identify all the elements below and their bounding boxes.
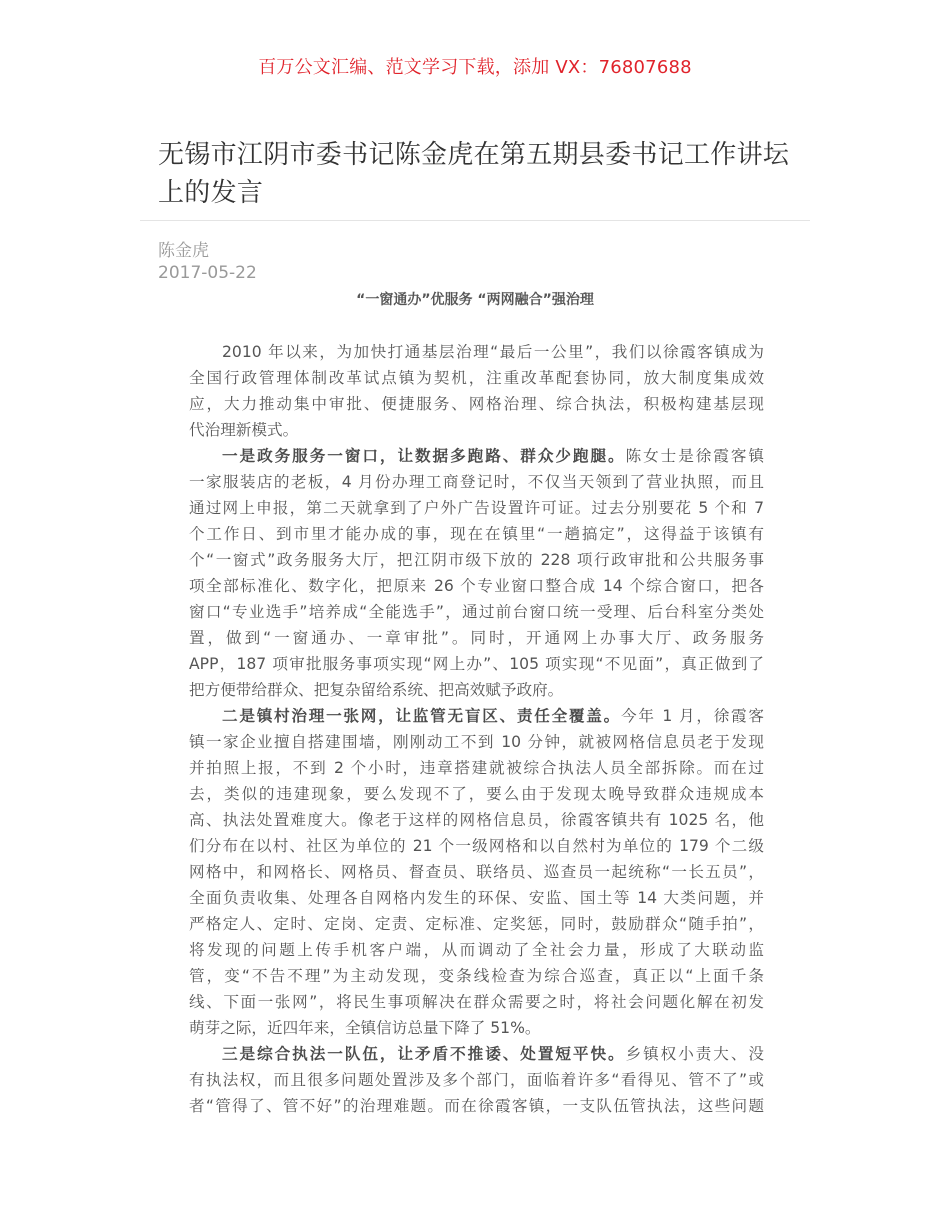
text-line: 有执法权，而且很多问题处置涉及多个部门，面临着许多“看得见、管不了”或 bbox=[189, 1071, 764, 1089]
text-line: 并拍照上报，不到 2 个小时，违章搭建就被综合执法人员全部拆除。而在过 bbox=[189, 759, 764, 777]
text-line bbox=[189, 443, 764, 469]
text-line bbox=[189, 703, 764, 729]
article-body bbox=[189, 339, 764, 1119]
paragraph-one-window bbox=[189, 443, 764, 703]
text-run: 今年 1 月，徐霞客 bbox=[620, 707, 764, 725]
text-line: 严格定人、定时、定岗、定责、定标准、定奖惩，同时，鼓励群众“随手拍”， bbox=[189, 915, 764, 933]
text-line bbox=[189, 1041, 764, 1067]
text-line: 全面负责收集、处理各自网格内发生的环保、安监、国土等 14 大类问题，并 bbox=[189, 889, 764, 907]
article-author: 陈金虎 bbox=[158, 241, 209, 261]
promo-banner: 百万公文汇编、范文学习下载，添加 VX：76807688 bbox=[258, 57, 692, 78]
title-line-1: 无锡市江阴市委书记陈金虎在第五期县委书记工作讲坛 bbox=[158, 140, 790, 170]
text-line: 全国行政管理体制改革试点镇为契机，注重改革配套协同，放大制度集成效 bbox=[189, 369, 764, 387]
text-line: 一家服装店的老板，4 月份办理工商登记时，不仅当天领到了营业执照，而且 bbox=[189, 473, 764, 491]
text-line: 将发现的问题上传手机客户端，从而调动了全社会力量，形成了大联动监 bbox=[189, 941, 764, 959]
title-divider bbox=[140, 220, 810, 221]
text-line: 2010 年以来，为加快打通基层治理“最后一公里”，我们以徐霞客镇成为 bbox=[222, 343, 764, 361]
text-line: 线、下面一张网”，将民生事项解决在群众需要之时，将社会问题化解在初发 bbox=[189, 993, 764, 1011]
text-run: 乡镇权小责大、没 bbox=[625, 1045, 764, 1063]
text-line: 个“一窗式”政务服务大厅，把江阴市级下放的 228 项行政审批和公共服务事 bbox=[189, 551, 764, 569]
text-line: 去，类似的违建现象，要么发现不了，要么由于发现太晚导致群众违规成本 bbox=[189, 785, 764, 803]
paragraph-one-network bbox=[189, 703, 764, 1041]
text-line: 应，大力推动集中审批、便捷服务、网格治理、综合执法，积极构建基层现 bbox=[189, 395, 764, 413]
text-line: 管，变“不告不理”为主动发现，变条线检查为综合巡查，真正以“上面千条 bbox=[189, 967, 764, 985]
paragraph-heading: 三是综合执法一队伍，让矛盾不推诿、处置短平快。 bbox=[222, 1045, 626, 1063]
text-line: 镇一家企业擅自搭建围墙，刚刚动工不到 10 分钟，就被网格信息员老于发现 bbox=[189, 733, 764, 751]
paragraph-heading: 二是镇村治理一张网，让监管无盲区、责任全覆盖。 bbox=[222, 707, 621, 725]
text-line: 通过网上申报，第二天就拿到了户外广告设置许可证。过去分别要花 5 个和 7 bbox=[189, 499, 764, 517]
paragraph-heading: 一是政务服务一窗口，让数据多跑路、群众少跑腿。 bbox=[222, 447, 626, 465]
article-date: 2017-05-22 bbox=[158, 263, 257, 283]
text-line: 代治理新模式。 bbox=[189, 421, 299, 439]
text-line: 置，做到“一窗通办、一章审批”。同时，开通网上办事大厅、政务服务 bbox=[189, 629, 764, 647]
text-line: 萌芽之际，近四年来，全镇信访总量下降了 51%。 bbox=[189, 1019, 541, 1037]
text-line: 窗口“专业选手”培养成“全能选手”，通过前台窗口统一受理、后台科室分类处 bbox=[189, 603, 764, 621]
text-line: APP，187 项审批服务事项实现“网上办”、105 项实现“不见面”，真正做到了 bbox=[189, 655, 764, 673]
paragraph-one-team bbox=[189, 1041, 764, 1119]
text-run: 陈女士是徐霞客镇 bbox=[625, 447, 764, 465]
article-title bbox=[158, 136, 808, 212]
title-line-2: 上的发言 bbox=[158, 178, 264, 208]
text-line: 网格中，和网格长、网格员、督查员、联络员、巡查员一起统称“一长五员”， bbox=[189, 863, 764, 881]
text-line: 项全部标准化、数字化，把原来 26 个专业窗口整合成 14 个综合窗口，把各 bbox=[189, 577, 764, 595]
text-line: 者“管得了、管不好”的治理难题。而在徐霞客镇，一支队伍管执法，这些问题 bbox=[189, 1097, 764, 1115]
text-line: 把方便带给群众、把复杂留给系统、把高效赋予政府。 bbox=[189, 681, 564, 699]
paragraph-intro bbox=[189, 339, 764, 443]
text-line: 高、执法处置难度大。像老于这样的网格信息员，徐霞客镇共有 1025 名，他 bbox=[189, 811, 764, 829]
text-line: 们分布在以村、社区为单位的 21 个一级网格和以自然村为单位的 179 个二级 bbox=[189, 837, 764, 855]
article-subtitle: “一窗通办”优服务 “两网融合”强治理 bbox=[356, 292, 594, 308]
text-line: 个工作日、到市里才能办成的事，现在在镇里“一趟搞定”，这得益于该镇有 bbox=[189, 525, 764, 543]
